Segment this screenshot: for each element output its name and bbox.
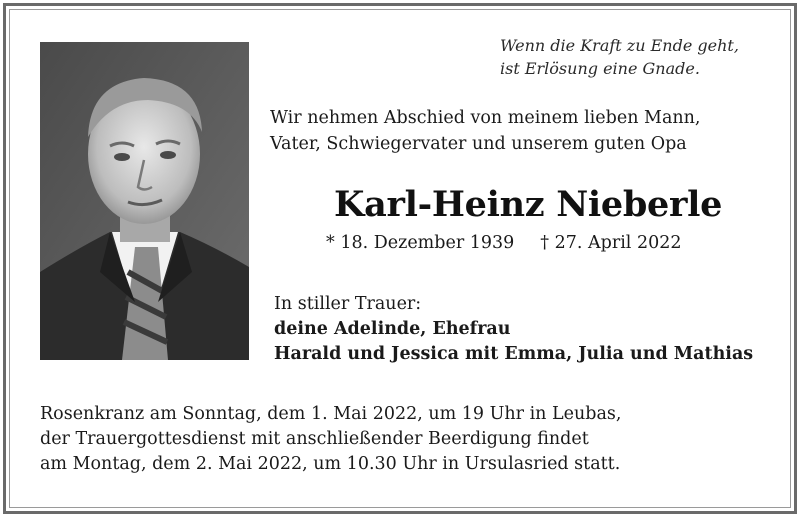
birth-date: * 18. Dezember 1939 bbox=[326, 233, 515, 253]
intro-line-1: Wir nehmen Abschied von meinem lieben Mann, bbox=[270, 108, 701, 128]
motto-line-2: ist Erlösung eine Gnade. bbox=[500, 59, 700, 78]
funeral-line-2: der Trauergottesdienst mit anschließender Beerdigung findet bbox=[40, 429, 589, 449]
life-dates bbox=[326, 230, 682, 256]
intro-text bbox=[270, 105, 701, 157]
mourners-line-1: deine Adelinde, Ehefrau bbox=[274, 319, 511, 339]
mourners-block bbox=[274, 292, 753, 367]
motto-quote bbox=[500, 34, 739, 80]
mourners-heading: In stiller Trauer: bbox=[274, 294, 422, 314]
funeral-details bbox=[40, 402, 621, 477]
motto-line-1: Wenn die Kraft zu Ende geht, bbox=[500, 36, 739, 55]
deceased-name: Karl-Heinz Nieberle bbox=[334, 184, 723, 225]
intro-line-2: Vater, Schwiegervater und unserem guten Opa bbox=[270, 134, 687, 154]
portrait-photo bbox=[40, 42, 249, 360]
mourners-line-2: Harald und Jessica mit Emma, Julia und Mathias bbox=[274, 344, 754, 364]
funeral-line-3: am Montag, dem 2. Mai 2022, um 10.30 Uhr in Ursulasried statt. bbox=[40, 454, 621, 474]
death-date: † 27. April 2022 bbox=[540, 233, 682, 253]
funeral-line-1: Rosenkranz am Sonntag, dem 1. Mai 2022, um 19 Uhr in Leubas, bbox=[40, 404, 622, 424]
